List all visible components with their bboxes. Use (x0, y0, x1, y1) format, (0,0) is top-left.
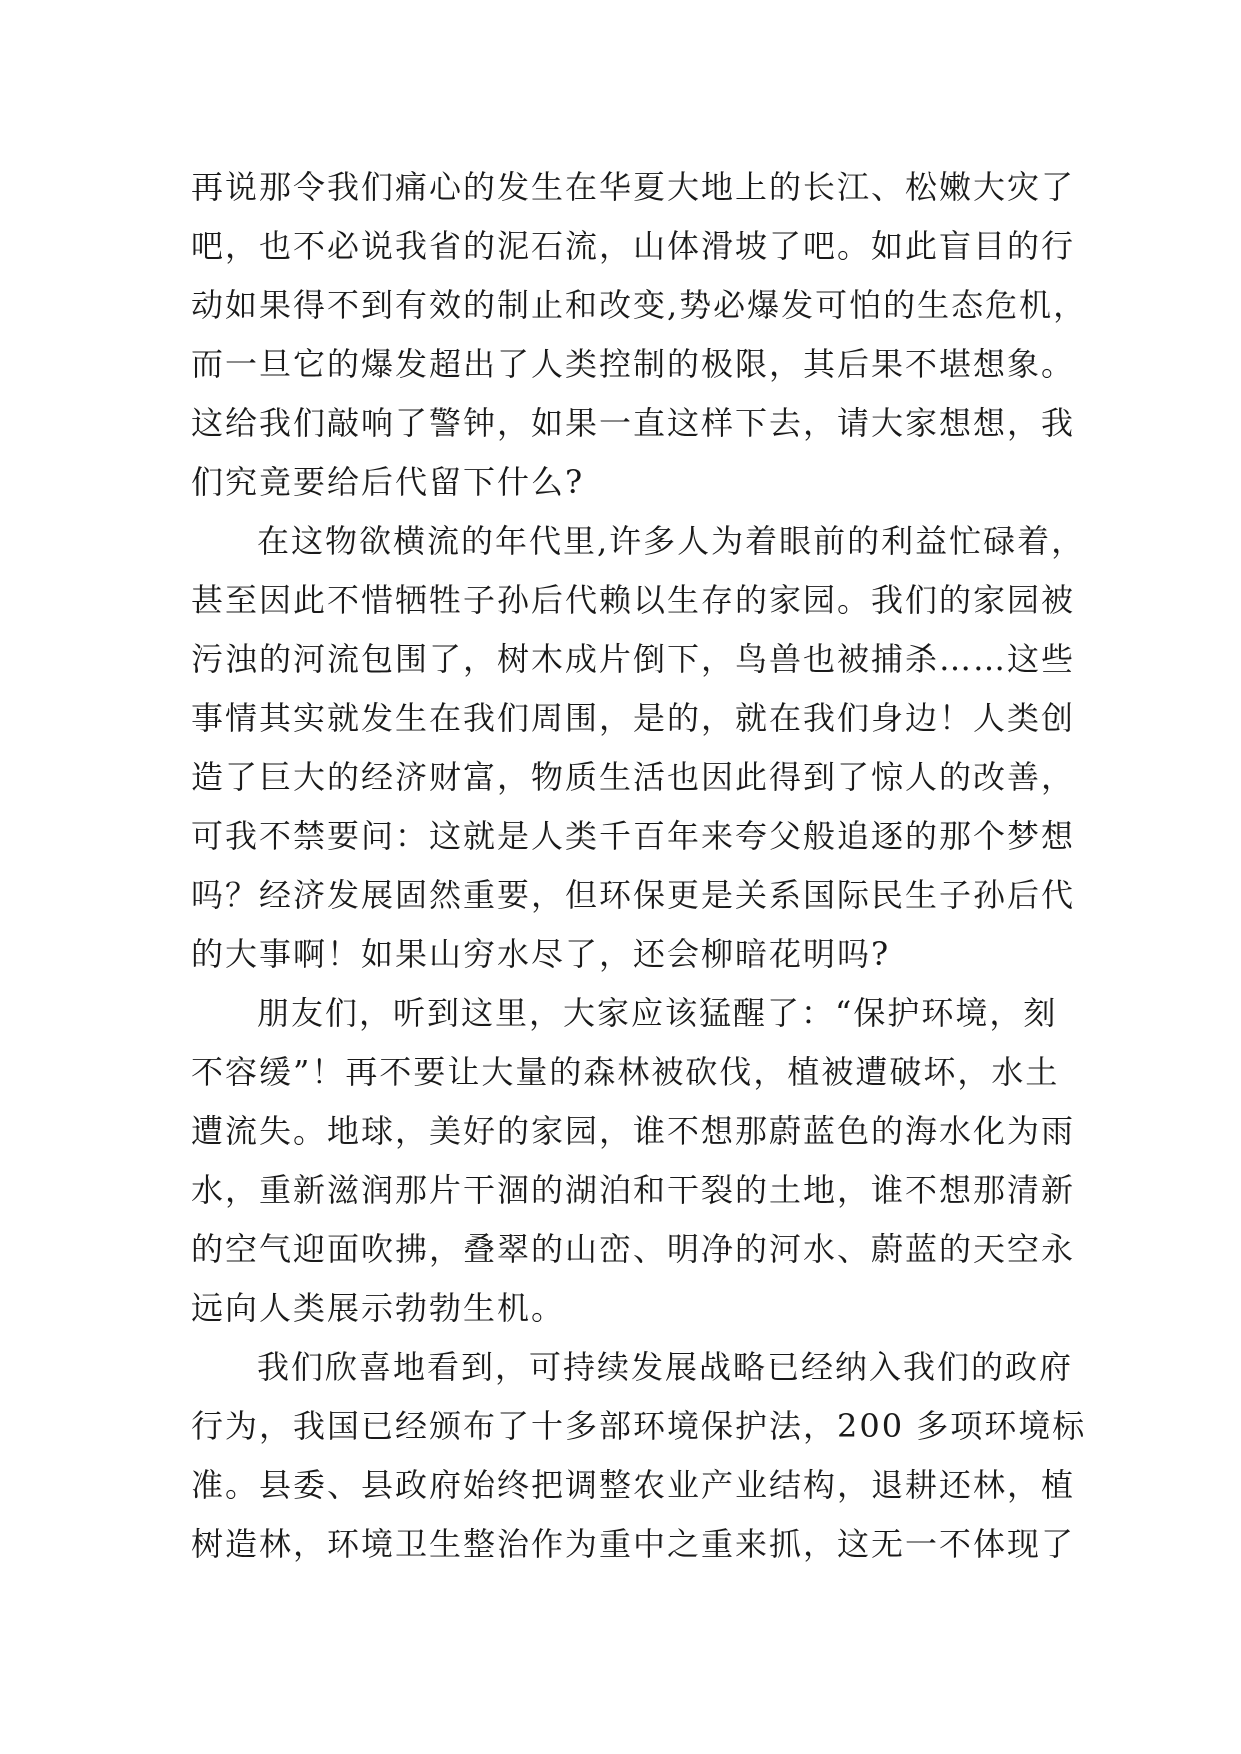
text-line: 水，重新滋润那片干涸的湖泊和干裂的土地，谁不想那清新 (191, 1171, 1076, 1209)
document-body (191, 158, 1088, 1574)
text-line: 树造林，环境卫生整治作为重中之重来抓，这无一不体现了 (191, 1525, 1076, 1563)
text-line-indented: 我们欣喜地看到，可持续发展战略已经纳入我们的政府 (257, 1348, 1074, 1386)
text-line: 造了巨大的经济财富，物质生活也因此得到了惊人的改善， (191, 758, 1076, 796)
paragraph-4 (191, 1338, 1087, 1574)
text-line: 行为，我国已经颁布了十多部环境保护法，200 多项环境标 (191, 1407, 1087, 1445)
text-line: 动如果得不到有效的制止和改变,势必爆发可怕的生态危机， (191, 286, 1088, 324)
text-line: 准。县委、县政府始终把调整农业产业结构，退耕还林，植 (191, 1466, 1076, 1504)
text-line: 事情其实就发生在我们周围，是的，就在我们身边！人类创 (191, 699, 1076, 737)
paragraph-1 (191, 158, 1088, 512)
paragraph-3 (191, 984, 1076, 1338)
paragraph-2 (191, 512, 1086, 984)
text-line: 远向人类展示勃勃生机。 (191, 1289, 566, 1327)
text-line: 的大事啊！如果山穷水尽了，还会柳暗花明吗? (191, 935, 891, 973)
text-line: 们究竟要给后代留下什么? (191, 463, 585, 501)
text-line: 这给我们敲响了警钟，如果一直这样下去，请大家想想，我 (191, 404, 1076, 442)
text-line: 甚至因此不惜牺牲子孙后代赖以生存的家园。我们的家园被 (191, 581, 1076, 619)
text-line-indented: 在这物欲横流的年代里,许多人为着眼前的利益忙碌着， (257, 522, 1086, 560)
text-line-indented: 朋友们，听到这里，大家应该猛醒了：“保护环境，刻 (257, 994, 1058, 1032)
text-line: 遭流失。地球，美好的家园，谁不想那蔚蓝色的海水化为雨 (191, 1112, 1076, 1150)
text-line: 再说那令我们痛心的发生在华夏大地上的长江、松嫩大灾了 (191, 168, 1076, 206)
text-line: 吗？经济发展固然重要，但环保更是关系国际民生子孙后代 (191, 876, 1076, 914)
text-line: 而一旦它的爆发超出了人类控制的极限，其后果不堪想象。 (191, 345, 1076, 383)
text-line: 吧，也不必说我省的泥石流，山体滑坡了吧。如此盲目的行 (191, 227, 1076, 265)
text-line: 可我不禁要问：这就是人类千百年来夸父般追逐的那个梦想 (191, 817, 1076, 855)
text-line: 不容缓”！再不要让大量的森林被砍伐，植被遭破坏，水土 (191, 1053, 1060, 1091)
text-line: 污浊的河流包围了，树木成片倒下，鸟兽也被捕杀……这些 (191, 640, 1076, 678)
text-line: 的空气迎面吹拂，叠翠的山峦、明净的河水、蔚蓝的天空永 (191, 1230, 1076, 1268)
